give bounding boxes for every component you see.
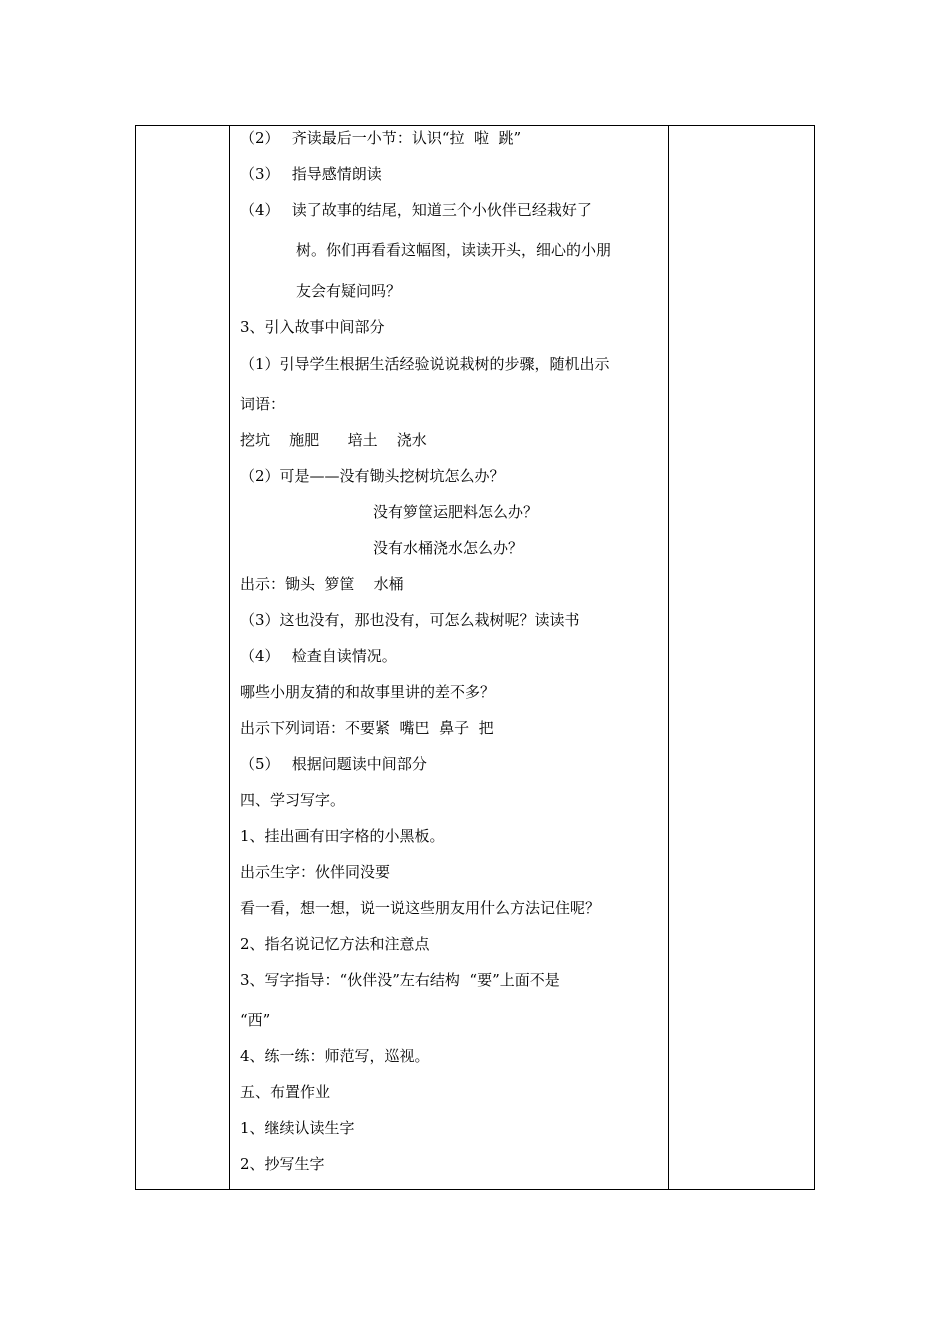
lesson-table: [135, 125, 815, 1190]
text-line: （2） 齐读最后一小节：认识“拉 啦 跳”: [240, 129, 522, 147]
text-line: 友会有疑问吗？: [296, 282, 402, 300]
text-line: 没有箩筐运肥料怎么办？: [373, 503, 539, 521]
text-line: 2、抄写生字: [240, 1155, 325, 1173]
text-line: （3） 指导感情朗读: [240, 165, 382, 183]
text-line: 词语：: [240, 395, 286, 413]
text-line: 出示：锄头 箩筐 水桶: [240, 575, 404, 593]
text-line: 2、指名说记忆方法和注意点: [240, 935, 430, 953]
text-line: 出示生字：伙伴同没要: [240, 863, 391, 881]
text-line: 挖坑 施肥 培土 浇水: [240, 431, 427, 449]
text-line: 1、挂出画有田字格的小黑板。: [240, 827, 445, 845]
text-line: （4） 读了故事的结尾，知道三个小伙伴已经栽好了: [240, 201, 592, 219]
text-line: （4） 检查自读情况。: [240, 647, 397, 665]
text-line: 没有水桶浇水怎么办？: [373, 539, 524, 557]
column-divider-left: [229, 126, 230, 1189]
text-line: 4、练一练：师范写，巡视。: [240, 1047, 430, 1065]
text-line: 3、写字指导：“伙伴没”左右结构 “要”上面不是: [240, 971, 560, 989]
text-line: 树。你们再看看这幅图，读读开头，细心的小朋: [296, 241, 612, 259]
text-line: “西”: [240, 1011, 271, 1029]
text-line: （2）可是——没有锄头挖树坑怎么办？: [240, 467, 505, 485]
text-line: 四、学习写字。: [240, 791, 346, 809]
text-line: 3、引入故事中间部分: [240, 318, 385, 336]
text-line: 出示下列词语：不要紧 嘴巴 鼻子 把: [240, 719, 494, 737]
text-line: 五、布置作业: [240, 1083, 331, 1101]
text-line: 看一看，想一想，说一说这些朋友用什么方法记住呢？: [240, 899, 601, 917]
text-line: 哪些小朋友猜的和故事里讲的差不多？: [240, 683, 496, 701]
text-line: （3）这也没有，那也没有，可怎么栽树呢？读读书: [240, 611, 580, 629]
text-line: （1）引导学生根据生活经验说说栽树的步骤，随机出示: [240, 355, 610, 373]
text-line: （5） 根据问题读中间部分: [240, 755, 427, 773]
text-line: 1、继续认读生字: [240, 1119, 355, 1137]
column-divider-right: [668, 126, 669, 1189]
